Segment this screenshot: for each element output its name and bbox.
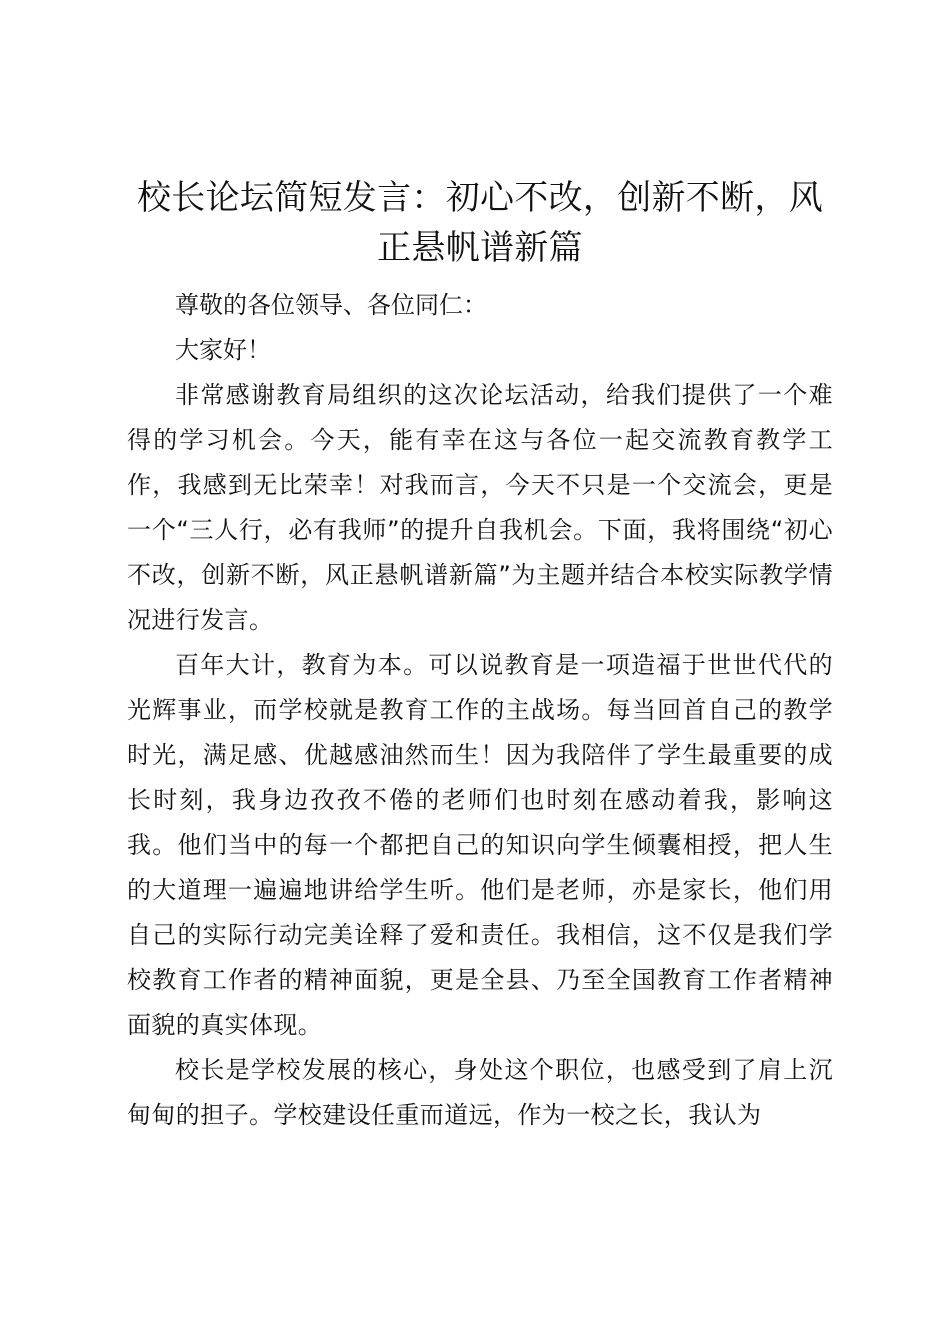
paragraph-3: 校长是学校发展的核心，身处这个职位，也感受到了肩上沉甸甸的担子。学校建设任重而道远，作为一校之长，我认为 <box>127 1056 833 1129</box>
paragraph-2: 百年大计，教育为本。可以说教育是一项造福于世世代代的光辉事业，而学校就是教育工作的主战场。每当回首自己的教学时光，满足感、优越感油然而生！因为我陪伴了学生最重要的成长时刻，我身边孜孜不倦的老师们也时刻在感动着我，影响这我。他们当中的每一个都把自己的知识向学生倾囊相授，把人生的大道理一遍遍地讲给学生听。他们是老师，亦是家长，他们用自己的实际行动完美诠释了爱和责任。我相信，这不仅是我们学校教育工作者的精神面貌，更是全县、乃至全国教育工作者精神面貌的真实体现。 <box>127 651 833 1039</box>
document-title: 校长论坛简短发言：初心不改，创新不断，风正悬帆谱新篇 <box>137 178 823 268</box>
document-page <box>127 173 833 1138</box>
paragraph-1: 非常感谢教育局组织的这次论坛活动，给我们提供了一个难得的学习机会。今天，能有幸在这与各位一起交流教育教学工作，我感到无比荣幸！对我而言，今天不只是一个交流会，更是一个“三人行，必有我师”的提升自我机会。下面，我将围绕“初心不改，创新不断，风正悬帆谱新篇”为主题并结合本校实际教学情况进行发言。 <box>127 381 833 634</box>
salutation: 尊敬的各位领导、各位同仁： <box>175 291 487 319</box>
greeting: 大家好！ <box>175 336 271 364</box>
